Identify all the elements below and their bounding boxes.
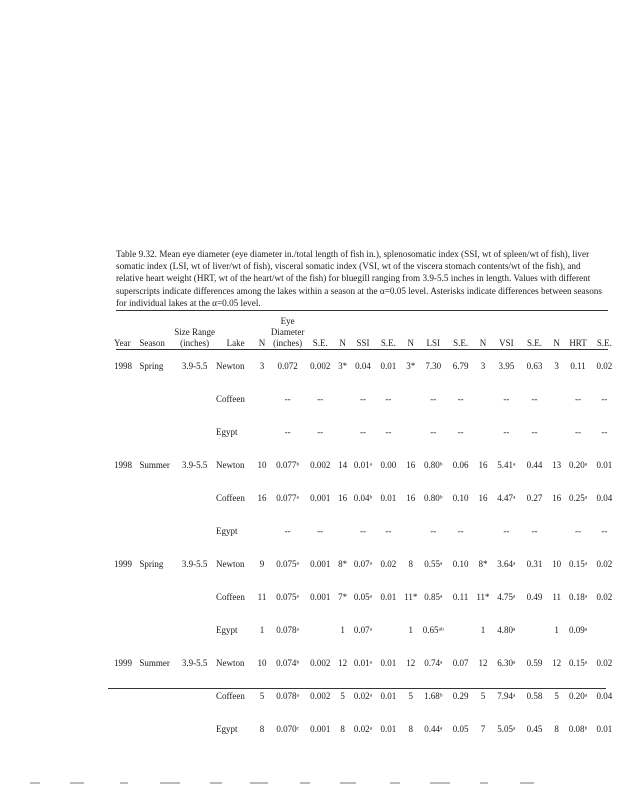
cell-hrt-n: 1 <box>554 624 559 635</box>
cell-hrt-se: 0.04 <box>596 690 613 701</box>
cell-vsi-se: 0.59 <box>526 657 543 668</box>
cell-size-range <box>173 580 216 613</box>
cell-lsi-n <box>402 514 420 547</box>
cell-lsi-se: 0.06 <box>452 459 469 470</box>
cell-ssi-se: 0.01 <box>380 591 397 602</box>
cell-size-range <box>173 514 216 547</box>
cell-ssi-n <box>334 514 351 547</box>
cell-lsi-n: 16 <box>406 492 416 503</box>
cell-ssi: 0.05ᵃ <box>353 591 373 602</box>
cell-ssi-n: 7* <box>338 591 348 602</box>
header-hrt: HRT <box>569 338 587 348</box>
cell-vsi-n <box>474 514 492 547</box>
scan-footer-noise <box>0 782 618 788</box>
cell-lsi: 0.80ᵇ <box>424 459 443 470</box>
cell-n <box>255 415 269 448</box>
cell-season <box>139 514 173 547</box>
cell-vsi: 4.80ᵃ <box>497 624 516 635</box>
cell-vsi-se: 0.49 <box>526 591 543 602</box>
cell-hrt-se: -- <box>601 426 608 437</box>
cell-ssi-n: 14 <box>338 459 348 470</box>
cell-year: 1999 <box>114 657 132 668</box>
header-lake: Lake <box>226 338 245 348</box>
cell-lake: Newton <box>216 459 245 470</box>
cell-vsi-n: 1 <box>480 624 486 635</box>
cell-year <box>114 613 139 646</box>
cell-size-range <box>173 415 216 448</box>
cell-hrt: 0.15ᵃ <box>568 657 588 668</box>
header-n-eye: N <box>258 338 266 348</box>
cell-size-range <box>173 712 216 745</box>
cell-lake: Coffeen <box>216 690 245 701</box>
cell-ssi-n: 3* <box>338 360 348 371</box>
cell-ssi: 0.07ᵃ <box>353 624 373 635</box>
header-se-hrt: S.E. <box>596 338 612 348</box>
header-year: Year <box>114 338 131 348</box>
cell-vsi-se: 0.58 <box>526 690 543 701</box>
cell-vsi-se: -- <box>531 525 538 536</box>
cell-year <box>114 580 139 613</box>
cell-vsi-n: 16 <box>478 492 488 503</box>
cell-year <box>114 415 139 448</box>
cell-ssi-n <box>334 382 351 415</box>
cell-eye-diameter: 0.078ᵃ <box>276 690 300 701</box>
header-n-ssi: N <box>339 338 346 348</box>
cell-lsi: 0.85ᵃ <box>424 591 443 602</box>
cell-ssi-se: -- <box>385 393 392 404</box>
cell-size-range <box>173 613 216 646</box>
cell-lake: Egypt <box>216 723 238 734</box>
cell-vsi: 6.30ᵃ <box>497 657 516 668</box>
cell-year <box>114 382 139 415</box>
cell-n: 10 <box>257 657 267 668</box>
cell-eye-se: 0.001 <box>310 723 331 734</box>
cell-n: 5 <box>259 690 265 701</box>
cell-n: 11 <box>257 591 267 602</box>
cell-vsi: 3.64ᵃ <box>497 558 516 569</box>
cell-hrt: 0.09ᵃ <box>568 624 588 635</box>
cell-ssi-n: 8* <box>338 558 348 569</box>
cell-year: 1999 <box>114 558 132 569</box>
cell-ssi: 0.04 <box>355 360 371 371</box>
cell-lake: Egypt <box>216 525 238 536</box>
cell-lake: Coffeen <box>216 591 245 602</box>
cell-n: 10 <box>257 459 267 470</box>
header-se-ssi: S.E. <box>380 338 396 348</box>
cell-eye-diameter: 0.077ᵇ <box>276 459 300 470</box>
cell-vsi: 3.95 <box>498 360 515 371</box>
table-row <box>114 382 618 415</box>
cell-ssi-se: -- <box>385 525 392 536</box>
cell-lsi-se: 0.05 <box>452 723 469 734</box>
header-eye-diameter: Eye Diameter (inches) <box>270 316 305 348</box>
cell-lsi-n: 11* <box>404 591 418 602</box>
cell-hrt-se: -- <box>601 393 608 404</box>
cell-size-range: 3.9-5.5 <box>181 360 208 371</box>
cell-hrt: 0.15ᵃ <box>568 558 588 569</box>
cell-size-range: 3.9-5.5 <box>181 558 208 569</box>
cell-n: 9 <box>259 558 265 569</box>
cell-season: Summer <box>139 459 170 470</box>
cell-n <box>255 382 269 415</box>
cell-season <box>139 613 173 646</box>
cell-size-range <box>173 481 216 514</box>
cell-hrt-se <box>591 613 618 646</box>
header-size-range: Size Range (inches) <box>174 327 215 348</box>
cell-season <box>139 712 173 745</box>
cell-vsi-se: 0.45 <box>526 723 543 734</box>
header-ssi: SSI <box>356 338 370 348</box>
cell-hrt: -- <box>575 393 582 404</box>
table-row <box>114 349 618 382</box>
cell-vsi-se: -- <box>531 426 538 437</box>
cell-lake: Coffeen <box>216 492 245 503</box>
cell-n: 3 <box>259 360 265 371</box>
cell-lake: Newton <box>216 657 245 668</box>
cell-vsi-se: 0.31 <box>526 558 543 569</box>
cell-ssi: 0.02ᵃ <box>353 690 373 701</box>
cell-eye-diameter: 0.077ᵃ <box>276 492 300 503</box>
cell-lsi-se: 0.29 <box>452 690 469 701</box>
cell-eye-diameter: -- <box>284 393 291 404</box>
cell-eye-diameter: 0.078ᵃ <box>276 624 300 635</box>
cell-vsi-n <box>474 382 492 415</box>
cell-vsi-n: 7 <box>480 723 486 734</box>
cell-vsi: 5.41ᵃ <box>497 459 516 470</box>
cell-lsi: -- <box>430 393 437 404</box>
cell-hrt-n <box>548 382 565 415</box>
cell-hrt-se: 0.01 <box>596 459 613 470</box>
cell-eye-se: 0.001 <box>310 591 331 602</box>
cell-lsi-se: 6.79 <box>452 360 469 371</box>
cell-hrt: 0.08ᵇ <box>568 723 588 734</box>
cell-hrt-n: 3 <box>554 360 559 371</box>
cell-vsi-n: 3 <box>480 360 486 371</box>
data-table <box>114 311 618 745</box>
cell-season: Spring <box>139 360 164 371</box>
cell-hrt: 0.25ᵃ <box>568 492 588 503</box>
cell-lake: Egypt <box>216 426 238 437</box>
cell-hrt: 0.11 <box>570 360 586 371</box>
cell-size-range: 3.9-5.5 <box>181 459 208 470</box>
cell-n: 8 <box>259 723 265 734</box>
table-header <box>114 311 618 349</box>
cell-ssi: 0.07ᵃ <box>353 558 373 569</box>
cell-n: 16 <box>257 492 267 503</box>
cell-season: Summer <box>139 657 170 668</box>
header-lsi: LSI <box>426 338 441 348</box>
cell-ssi-se: 0.00 <box>380 459 397 470</box>
cell-season: Spring <box>139 558 164 569</box>
cell-lsi-n: 1 <box>408 624 413 635</box>
cell-lsi-n: 3* <box>406 360 416 371</box>
table-row <box>114 580 618 613</box>
header-n-vsi: N <box>479 338 487 348</box>
cell-vsi-se: 0.44 <box>526 459 543 470</box>
cell-ssi: 0.04ᵇ <box>353 492 373 503</box>
cell-season <box>139 580 173 613</box>
cell-hrt-n: 11 <box>552 591 561 602</box>
cell-ssi-se: 0.01 <box>380 723 397 734</box>
cell-lsi-se: -- <box>457 525 464 536</box>
cell-eye-se: 0.002 <box>310 459 331 470</box>
cell-hrt-n: 16 <box>552 492 562 503</box>
cell-year <box>114 481 139 514</box>
cell-hrt: 0.20ᵃ <box>568 690 588 701</box>
cell-eye-se <box>306 613 333 646</box>
header-season: Season <box>139 338 165 348</box>
cell-hrt: -- <box>575 525 582 536</box>
cell-n: 1 <box>259 624 265 635</box>
cell-lsi: 0.74ᵃ <box>424 657 443 668</box>
cell-eye-se: 0.002 <box>310 690 331 701</box>
cell-size-range <box>173 382 216 415</box>
cell-eye-diameter: 0.075ᵃ <box>276 591 300 602</box>
cell-season <box>139 382 173 415</box>
header-n-hrt: N <box>553 338 560 348</box>
cell-vsi-n: 12 <box>478 657 488 668</box>
cell-lsi-se: -- <box>457 426 464 437</box>
table-body <box>114 349 618 745</box>
cell-season <box>139 679 173 712</box>
cell-ssi: -- <box>360 393 367 404</box>
cell-lsi-se: 0.11 <box>452 591 469 602</box>
cell-year <box>114 712 139 745</box>
cell-lake: Newton <box>216 360 245 371</box>
cell-size-range: 3.9-5.5 <box>181 657 208 668</box>
table-caption <box>116 248 608 309</box>
header-n-lsi: N <box>407 338 414 348</box>
cell-eye-se: -- <box>317 426 324 437</box>
cell-year: 1998 <box>114 360 132 371</box>
cell-eye-diameter: 0.070ᶜ <box>276 723 299 734</box>
cell-hrt-n: 10 <box>552 558 562 569</box>
cell-ssi-se <box>375 613 402 646</box>
cell-season <box>139 415 173 448</box>
cell-hrt: -- <box>575 426 582 437</box>
cell-lsi-se: 0.10 <box>452 492 469 503</box>
table-row <box>114 547 618 580</box>
cell-ssi: -- <box>360 426 367 437</box>
cell-vsi-se <box>521 613 548 646</box>
caption-text: Table 9.32. Mean eye diameter (eye diameter in./total length of fish in.), splenosomatic index (SSI, wt of spleen/wt of fish), liver somatic index (LSI, wt of liver/wt of fish), visceral somatic index (VSI, wt of the viscera stomach contents/wt of the fish), and relative heart weight (HRT, wt of the heart/wt of the fish) for bluegill ranging from 3.9-5.5 inches in length. Values with different superscripts indicate differences among the lakes within a season at the α=0.05 level. Asterisks indicate differences between seasons for individual lakes at the α=0.05 level. <box>116 249 602 308</box>
cell-vsi-n: 5 <box>480 690 486 701</box>
cell-hrt-n <box>548 415 565 448</box>
table-row <box>114 514 618 547</box>
cell-lsi-n <box>402 382 420 415</box>
cell-hrt-n: 12 <box>552 657 562 668</box>
cell-hrt-n: 8 <box>554 723 559 734</box>
cell-eye-diameter: 0.072 <box>277 360 298 371</box>
cell-lsi-se: 0.07 <box>452 657 469 668</box>
cell-vsi-n: 11* <box>476 591 490 602</box>
cell-eye-diameter: 0.075ᵃ <box>276 558 300 569</box>
table-row <box>114 646 618 679</box>
cell-lsi-n: 8 <box>408 558 413 569</box>
cell-vsi: 5.05ᵃ <box>497 723 516 734</box>
cell-vsi: 7.94ᵃ <box>497 690 516 701</box>
cell-ssi-n <box>334 415 351 448</box>
table-row <box>114 448 618 481</box>
header-se-lsi: S.E. <box>453 338 469 348</box>
table-row <box>114 415 618 448</box>
cell-eye-diameter: -- <box>284 426 291 437</box>
cell-eye-se: 0.002 <box>310 657 331 668</box>
cell-ssi: 0.01ᵃ <box>353 459 373 470</box>
cell-hrt-se: 0.02 <box>596 591 613 602</box>
cell-year <box>114 514 139 547</box>
cell-ssi-se: 0.01 <box>380 690 397 701</box>
cell-hrt-n: 5 <box>554 690 559 701</box>
cell-lsi: 7.30 <box>425 360 442 371</box>
cell-lsi: 0.55ᵃ <box>424 558 443 569</box>
cell-hrt-se: 0.02 <box>596 360 613 371</box>
cell-ssi-se: -- <box>385 426 392 437</box>
table-row <box>114 712 618 745</box>
header-vsi: VSI <box>499 338 514 348</box>
cell-ssi-se: 0.01 <box>380 657 397 668</box>
cell-ssi-n: 5 <box>340 690 345 701</box>
cell-lake: Newton <box>216 558 245 569</box>
cell-lsi-n: 8 <box>408 723 413 734</box>
cell-vsi: -- <box>503 426 510 437</box>
cell-eye-diameter: -- <box>284 525 291 536</box>
cell-hrt-se: -- <box>601 525 608 536</box>
cell-year: 1998 <box>114 459 132 470</box>
cell-ssi: -- <box>360 525 367 536</box>
cell-lake: Egypt <box>216 624 238 635</box>
cell-lsi-n: 16 <box>406 459 416 470</box>
cell-vsi-se: 0.63 <box>526 360 543 371</box>
cell-lsi-se: -- <box>457 393 464 404</box>
cell-hrt: 0.20ᵃ <box>568 459 588 470</box>
cell-vsi-n <box>474 415 492 448</box>
cell-vsi: -- <box>503 525 510 536</box>
cell-lsi: 0.44ᵃ <box>424 723 443 734</box>
cell-vsi: -- <box>503 393 510 404</box>
cell-hrt-n <box>548 514 565 547</box>
cell-ssi: 0.01ᵃ <box>353 657 373 668</box>
cell-vsi-n: 16 <box>478 459 488 470</box>
cell-ssi-se: 0.02 <box>380 558 397 569</box>
cell-hrt-se: 0.04 <box>596 492 613 503</box>
cell-ssi: 0.02ᵃ <box>353 723 373 734</box>
cell-hrt-se: 0.01 <box>596 723 613 734</box>
cell-lsi: 0.65ᵃᵇ <box>422 624 444 635</box>
cell-hrt-n: 13 <box>552 459 562 470</box>
cell-vsi-n: 8* <box>478 558 488 569</box>
table-bottom-rule <box>108 688 606 689</box>
cell-lsi: -- <box>430 525 437 536</box>
cell-vsi: 4.47ᵃ <box>497 492 516 503</box>
cell-lake: Coffeen <box>216 393 245 404</box>
cell-year <box>114 679 139 712</box>
cell-lsi-n <box>402 415 420 448</box>
cell-lsi-se: 0.10 <box>452 558 469 569</box>
table-row <box>114 481 618 514</box>
table-row <box>114 613 618 646</box>
table-row <box>114 679 618 712</box>
cell-lsi-n: 12 <box>406 657 416 668</box>
cell-vsi-se: 0.27 <box>526 492 543 503</box>
cell-ssi-n: 16 <box>338 492 348 503</box>
cell-lsi-se <box>447 613 474 646</box>
header-se-vsi: S.E. <box>526 338 542 348</box>
cell-ssi-n: 12 <box>338 657 348 668</box>
cell-size-range <box>173 679 216 712</box>
cell-ssi-se: 0.01 <box>380 492 397 503</box>
cell-vsi-se: -- <box>531 393 538 404</box>
cell-ssi-n: 1 <box>340 624 345 635</box>
cell-eye-diameter: 0.074ᵇ <box>276 657 300 668</box>
cell-eye-se: -- <box>317 525 324 536</box>
cell-eye-se: 0.002 <box>310 360 331 371</box>
cell-n <box>255 514 269 547</box>
cell-lsi: -- <box>430 426 437 437</box>
cell-season <box>139 481 173 514</box>
cell-hrt: 0.18ᵃ <box>568 591 588 602</box>
cell-ssi-se: 0.01 <box>380 360 397 371</box>
cell-eye-se: 0.001 <box>310 558 331 569</box>
header-row <box>114 311 618 349</box>
cell-eye-se: -- <box>317 393 324 404</box>
cell-hrt-se: 0.02 <box>596 558 613 569</box>
cell-lsi-n: 5 <box>408 690 413 701</box>
cell-lsi: 0.80ᵇ <box>424 492 443 503</box>
header-se-eye: S.E. <box>312 338 328 348</box>
cell-vsi: 4.75ᵃ <box>497 591 516 602</box>
cell-lsi: 1.68ᵇ <box>424 690 443 701</box>
cell-ssi-n: 8 <box>340 723 345 734</box>
cell-hrt-se: 0.02 <box>596 657 613 668</box>
cell-eye-se: 0.001 <box>310 492 331 503</box>
